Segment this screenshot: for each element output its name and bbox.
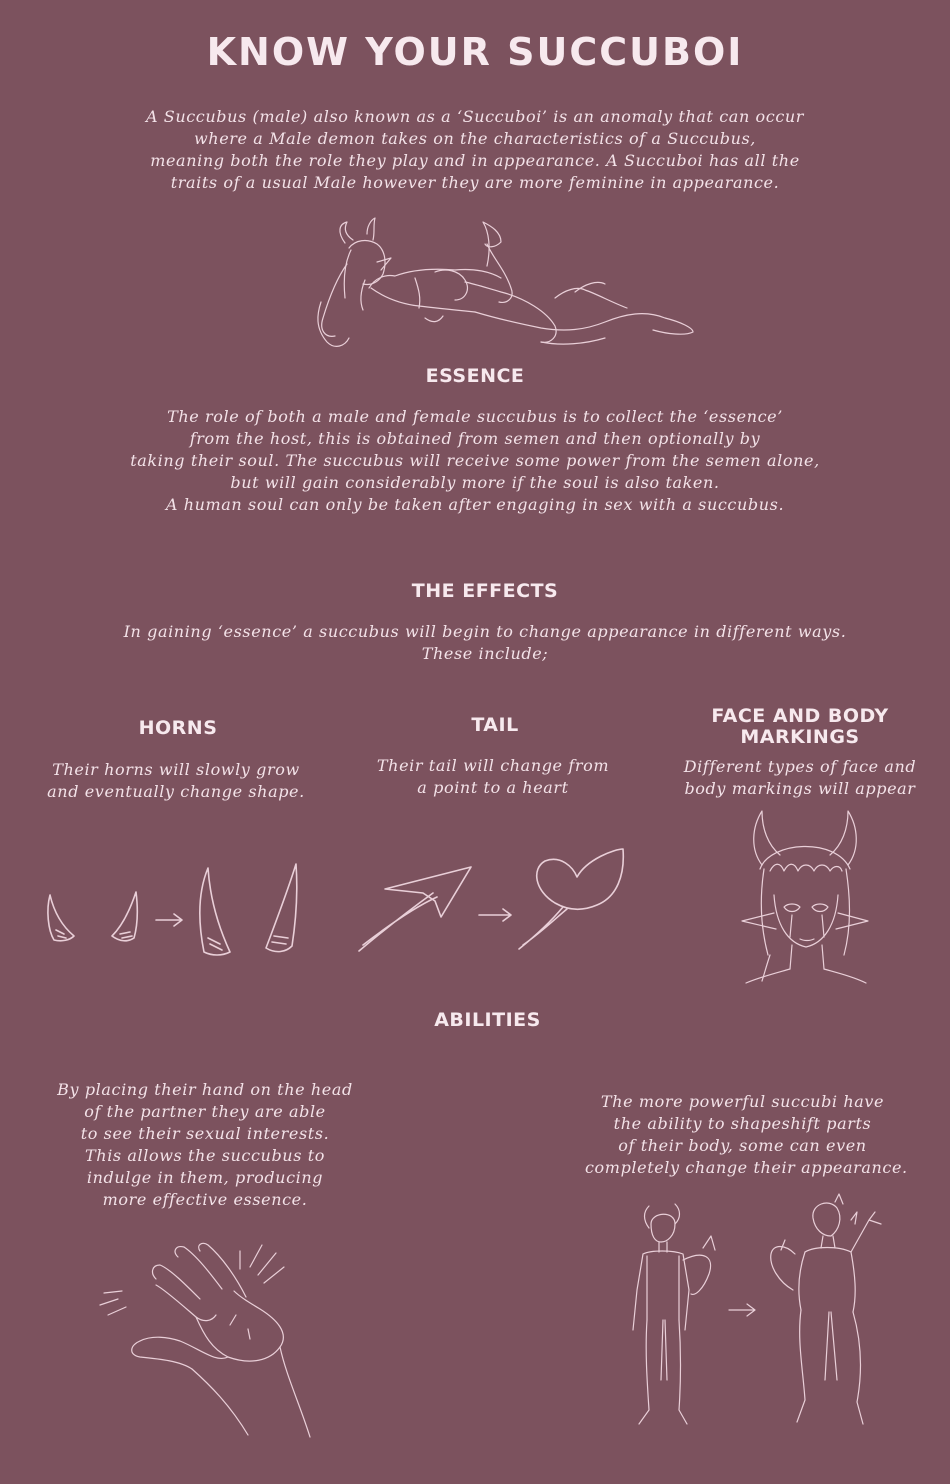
tail-description xyxy=(343,755,643,799)
effects-line: In gaining ‘essence’ a succubus will begin to change appearance in different ways. xyxy=(123,622,847,641)
intro-line: meaning both the role they play and in appearance. A Succuboi has all the xyxy=(150,151,800,170)
arrow-shapeshift xyxy=(729,1304,755,1316)
abilities-left-line: of the partner they are able xyxy=(84,1102,326,1121)
horns-line: Their horns will slowly grow xyxy=(52,760,300,779)
markings-heading-line: FACE AND BODY xyxy=(711,705,889,727)
abilities-right-line: of their body, some can even xyxy=(618,1136,867,1155)
markings-line: body markings will appear xyxy=(684,779,916,798)
essence-line: from the host, this is obtained from semen and then optionally by xyxy=(189,429,761,448)
tail-line: Their tail will change from xyxy=(376,756,610,775)
essence-line: A human soul can only be taken after engaging in sex with a succubus. xyxy=(165,495,785,514)
essence-line: The role of both a male and female succubus is to collect the ‘essence’ xyxy=(167,407,783,426)
abilities-left-line: to see their sexual interests. xyxy=(80,1124,330,1143)
tail-change-illustration xyxy=(355,845,630,955)
arrow-tail xyxy=(479,909,511,921)
shapeshift-illustration xyxy=(625,1190,890,1445)
tail-line: a point to a heart xyxy=(417,778,569,797)
abilities-heading: ABILITIES xyxy=(434,1009,541,1031)
abilities-left-line: more effective essence. xyxy=(102,1190,308,1209)
heart-tail xyxy=(519,907,567,949)
abilities-right-line: completely change their appearance. xyxy=(585,1158,908,1177)
abilities-right-line: the ability to shapeshift parts xyxy=(613,1114,872,1133)
abilities-left-paragraph xyxy=(40,1079,370,1211)
effects-paragraph xyxy=(0,621,950,665)
effects-heading: THE EFFECTS xyxy=(411,580,559,602)
face-markings-illustration xyxy=(740,805,870,985)
horns-line: and eventually change shape. xyxy=(47,782,305,801)
horn-growth-illustration xyxy=(40,860,305,960)
horns-description xyxy=(26,759,326,803)
horns-heading: HORNS xyxy=(138,717,218,739)
small-horn-1 xyxy=(48,895,74,941)
intro-line: traits of a usual Male however they are more feminine in appearance. xyxy=(170,173,780,192)
abilities-left-line: By placing their hand on the head xyxy=(57,1080,353,1099)
intro-line: where a Male demon takes on the characteristics of a Succubus, xyxy=(194,129,756,148)
arrow-horns xyxy=(156,914,182,926)
essence-line: taking their soul. The succubus will receive some power from the semen alone, xyxy=(130,451,820,470)
abilities-left-line: indulge in them, producing xyxy=(86,1168,324,1187)
markings-line: Different types of face and xyxy=(683,757,917,776)
intro-paragraph xyxy=(0,106,950,194)
essence-heading: ESSENCE xyxy=(425,365,525,387)
essence-paragraph xyxy=(0,406,950,516)
abilities-right-line: The more powerful succubi have xyxy=(600,1092,885,1111)
page-title: KNOW YOUR SUCCUBOI xyxy=(206,30,744,74)
pointed-tail xyxy=(359,893,437,951)
tail-heading: TAIL xyxy=(471,714,519,736)
large-horn-2 xyxy=(266,864,297,952)
abilities-left-line: This allows the succubus to xyxy=(85,1146,325,1165)
essence-line: but will gain considerably more if the soul is also taken. xyxy=(230,473,720,492)
markings-heading-line: MARKINGS xyxy=(740,726,860,748)
markings-description xyxy=(648,756,950,800)
markings-heading xyxy=(650,706,950,748)
abilities-right-paragraph xyxy=(585,1091,908,1179)
hand-illustration xyxy=(100,1245,315,1440)
effects-line: These include; xyxy=(421,644,549,663)
intro-line: A Succubus (male) also known as a ‘Succuboi’ is an anomaly that can occur xyxy=(145,107,805,126)
reclining-succuboi-illustration xyxy=(315,218,700,353)
